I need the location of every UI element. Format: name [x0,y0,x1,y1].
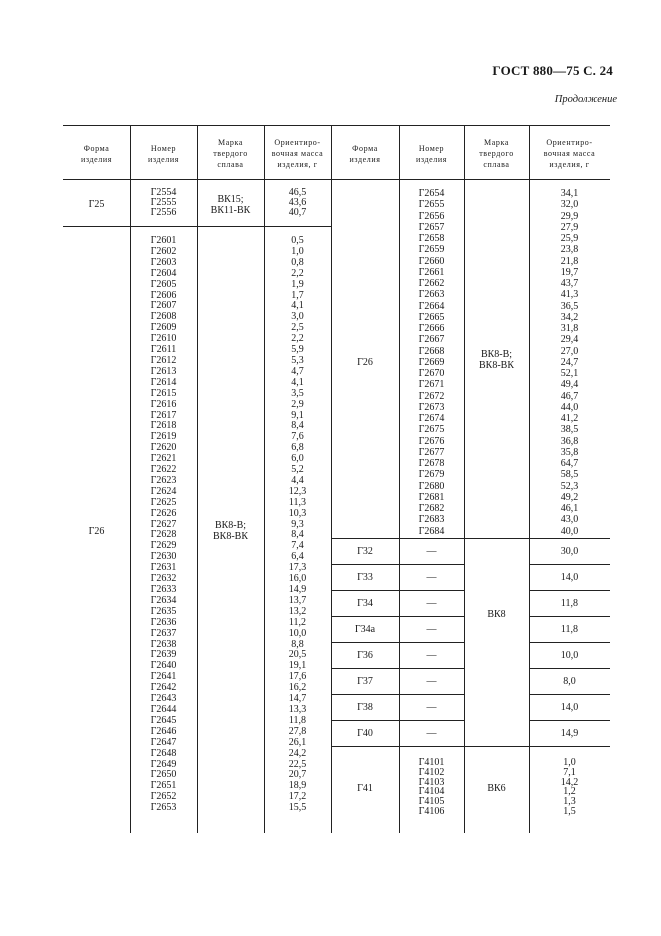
header-form: Форма изделия [80,144,113,164]
mass-cell: 14,0 [560,572,579,583]
header-grade: Марка твердого сплава [479,138,514,169]
row-separator [331,668,464,669]
mass-cell: 0,5 1,0 0,8 2,2 1,9 1,7 4,1 3,0 2,5 2,2 5,9 5,3 4,7 4,1 3,5 2,9 9,1 8,4 7,6 6,8 6,0 5,2 4,4 12,3 11,3 10,3 9,3 8,4 7,4 6,4 17,3 16,0 14,9 13,7 13,2 11,2 10,0 8,8 20,5 19,1 17,6 16,2 14,7 13,3 11,8 27,8 26,1 24,2 22,5 20,7 18,9 17,2 15,5 [288,235,307,814]
number-cell: — [426,702,437,713]
row-separator [331,538,610,539]
header-grade: Марка твердого сплава [213,138,248,169]
form-cell: Г32 [357,546,373,557]
number-cell: Г2554 Г2555 Г2556 [150,187,177,218]
form-cell: Г34а [354,624,376,635]
mass-cell: 1,0 7,1 14,2 1,2 1,3 1,5 [560,757,579,817]
header-mass: Ориентиро- вочная масса изделия, г [271,138,324,169]
form-cell: Г33 [357,572,373,583]
header-number: Номер изделия [147,144,180,164]
form-cell: Г40 [357,728,373,739]
mass-cell: 46,5 43,6 40,7 [288,187,307,218]
grade-cell: ВК8 [487,609,506,620]
continuation-label: Продолжение [554,94,617,105]
row-separator [331,694,464,695]
mass-cell: 8,0 [563,676,576,687]
row-separator [529,564,610,565]
products-table [63,125,610,833]
form-cell: Г38 [357,702,373,713]
document-title: ГОСТ 880—75 С. 24 [492,63,613,78]
header-form: Форма изделия [349,144,381,164]
number-cell: — [426,650,437,661]
table-top-rule [63,125,610,126]
form-cell: Г36 [357,650,373,661]
number-cell: — [426,676,437,687]
grade-cell: ВК8-В; ВК8-ВК [478,349,514,371]
number-cell: — [426,598,437,609]
column-rule [464,125,465,833]
center-column-rule [331,125,332,833]
form-cell: Г37 [357,676,373,687]
row-separator [529,720,610,721]
header-mass: Ориентиро- вочная масса изделия, г [543,138,596,169]
form-cell: Г26 [88,526,105,537]
mass-cell: 10,0 [560,650,579,661]
row-separator [529,590,610,591]
mass-cell: 30,0 [560,546,579,557]
mass-cell: 14,9 [560,728,579,739]
mass-cell: 34,1 32,0 29,9 27,9 25,9 23,8 21,8 19,7 43,7 41,3 36,5 34,2 31,8 29,4 27,0 24,7 52,1 49,4 46,7 44,0 41,2 38,5 36,8 35,8 64,7 58,5 52,3 49,2 46,1 43,0 40,0 [560,188,579,537]
grade-cell: ВК8-В; ВК8-ВК [212,520,248,542]
number-cell: — [426,546,437,557]
row-separator [331,564,464,565]
form-cell: Г41 [357,783,373,794]
row-separator [331,616,464,617]
row-separator [331,590,464,591]
row-separator [529,694,610,695]
number-cell: Г4101 Г4102 Г4103 Г4104 Г4105 Г4106 [418,757,445,817]
mass-cell: 11,8 [560,624,579,635]
number-cell: Г2654 Г2655 Г2656 Г2657 Г2658 Г2659 Г2660 Г2661 Г2662 Г2663 Г2664 Г2665 Г2666 Г2667 Г2668 Г2669 Г2670 Г2671 Г2672 Г2673 Г2674 Г2675 Г2676 Г2677 Г2678 Г2679 Г2680 Г2681 Г2682 Г2683 Г2684 [418,188,445,537]
grade-cell: ВК6 [487,783,506,794]
form-cell: Г25 [88,199,105,210]
form-cell: Г34 [357,598,373,609]
row-separator [529,616,610,617]
number-cell: Г2601 Г2602 Г2603 Г2604 Г2605 Г2606 Г2607 Г2608 Г2609 Г2610 Г2611 Г2612 Г2613 Г2614 Г2615 Г2616 Г2617 Г2618 Г2619 Г2620 Г2621 Г2622 Г2623 Г2624 Г2625 Г2626 Г2627 Г2628 Г2629 Г2630 Г2631 Г2632 Г2633 Г2634 Г2635 Г2636 Г2637 Г2638 Г2639 Г2640 Г2641 Г2642 Г2643 Г2644 Г2645 Г2646 Г2647 Г2648 Г2649 Г2650 Г2651 Г2652 Г2653 [150,235,177,814]
row-separator [331,720,464,721]
mass-cell: 14,0 [560,702,579,713]
row-separator [331,746,610,747]
number-cell: — [426,728,437,739]
row-separator [529,642,610,643]
row-separator [529,668,610,669]
form-cell: Г26 [357,357,373,368]
header-bottom-rule [63,179,610,180]
row-separator [331,642,464,643]
header-number: Номер изделия [415,144,448,164]
grade-cell: ВК15; ВК11-ВК [210,194,251,216]
number-cell: — [426,624,437,635]
column-rule [197,125,198,833]
mass-cell: 11,8 [560,598,579,609]
number-cell: — [426,572,437,583]
